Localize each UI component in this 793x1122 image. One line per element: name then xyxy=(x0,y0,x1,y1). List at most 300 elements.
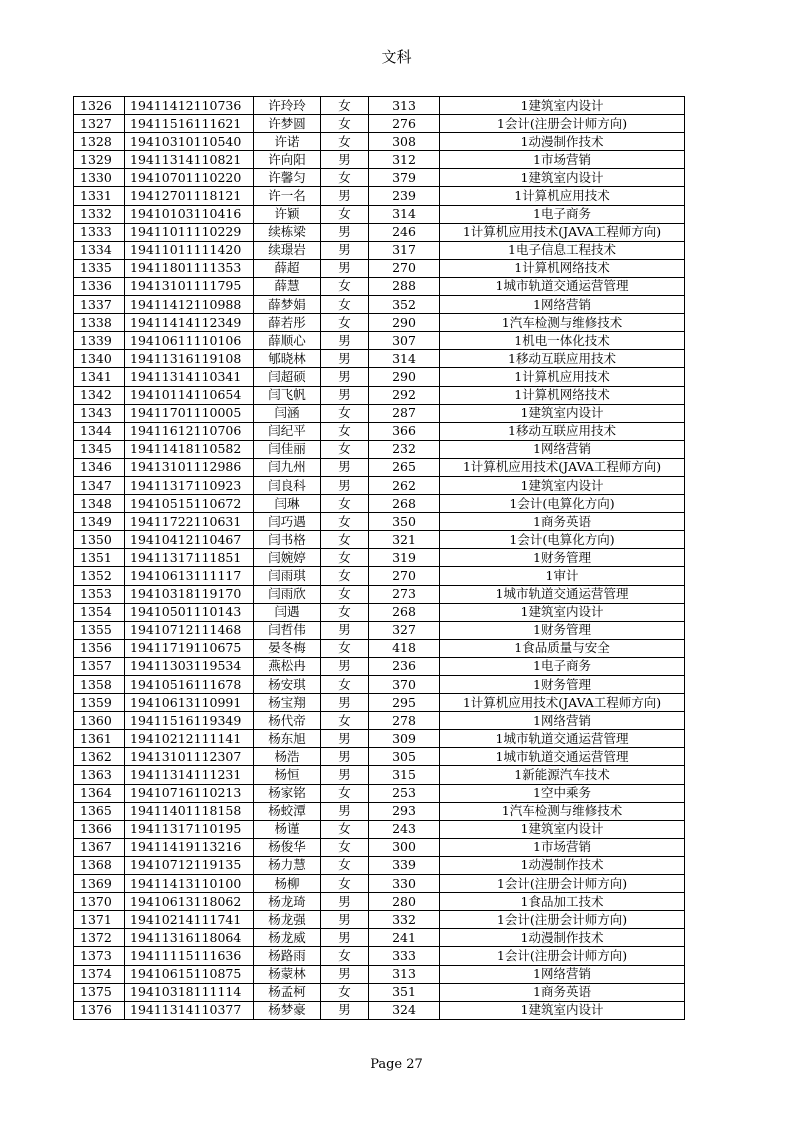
major-cell: 1动漫制作技术 xyxy=(440,856,685,874)
gender-cell: 男 xyxy=(321,476,369,494)
student-name-cell: 闫婉婷 xyxy=(254,549,321,567)
student-name-cell: 续璟岩 xyxy=(254,241,321,259)
row-number-cell: 1363 xyxy=(74,766,125,784)
exam-id-cell: 19411801111353 xyxy=(125,259,254,277)
row-number-cell: 1339 xyxy=(74,332,125,350)
score-cell: 246 xyxy=(369,223,440,241)
student-name-cell: 许颖 xyxy=(254,205,321,223)
student-name-cell: 杨柳 xyxy=(254,875,321,893)
score-cell: 379 xyxy=(369,169,440,187)
row-number-cell: 1336 xyxy=(74,277,125,295)
student-name-cell: 杨龙威 xyxy=(254,929,321,947)
major-cell: 1计算机应用技术(JAVA工程师方向) xyxy=(440,223,685,241)
score-cell: 253 xyxy=(369,784,440,802)
score-cell: 319 xyxy=(369,549,440,567)
row-number-cell: 1364 xyxy=(74,784,125,802)
score-cell: 241 xyxy=(369,929,440,947)
gender-cell: 男 xyxy=(321,151,369,169)
major-cell: 1建筑室内设计 xyxy=(440,820,685,838)
score-cell: 232 xyxy=(369,440,440,458)
major-cell: 1商务英语 xyxy=(440,513,685,531)
exam-id-cell: 19410701110220 xyxy=(125,169,254,187)
row-number-cell: 1375 xyxy=(74,983,125,1001)
major-cell: 1会计(电算化方向) xyxy=(440,495,685,513)
table-row xyxy=(74,277,685,295)
table-row xyxy=(74,241,685,259)
exam-id-cell: 19410615110875 xyxy=(125,965,254,983)
score-cell: 352 xyxy=(369,296,440,314)
table-row xyxy=(74,458,685,476)
score-cell: 314 xyxy=(369,205,440,223)
score-cell: 292 xyxy=(369,386,440,404)
table-row xyxy=(74,1001,685,1019)
score-cell: 305 xyxy=(369,748,440,766)
exam-id-cell: 19410516111678 xyxy=(125,676,254,694)
score-cell: 324 xyxy=(369,1001,440,1019)
major-cell: 1计算机应用技术(JAVA工程师方向) xyxy=(440,458,685,476)
table-row xyxy=(74,187,685,205)
table-row xyxy=(74,965,685,983)
student-name-cell: 闫涵 xyxy=(254,404,321,422)
exam-id-cell: 19410412110467 xyxy=(125,531,254,549)
student-name-cell: 杨力慧 xyxy=(254,856,321,874)
table-row xyxy=(74,639,685,657)
exam-id-cell: 19411719110675 xyxy=(125,639,254,657)
row-number-cell: 1361 xyxy=(74,730,125,748)
score-cell: 370 xyxy=(369,676,440,694)
exam-id-cell: 19412701118121 xyxy=(125,187,254,205)
gender-cell: 女 xyxy=(321,585,369,603)
score-cell: 268 xyxy=(369,495,440,513)
exam-id-cell: 19411316118064 xyxy=(125,929,254,947)
student-name-cell: 许梦圆 xyxy=(254,115,321,133)
gender-cell: 女 xyxy=(321,838,369,856)
score-cell: 307 xyxy=(369,332,440,350)
student-name-cell: 许一名 xyxy=(254,187,321,205)
table-row xyxy=(74,694,685,712)
student-name-cell: 杨龙强 xyxy=(254,911,321,929)
row-number-cell: 1372 xyxy=(74,929,125,947)
table-row xyxy=(74,983,685,1001)
table-row xyxy=(74,766,685,784)
table-row xyxy=(74,332,685,350)
gender-cell: 男 xyxy=(321,1001,369,1019)
gender-cell: 男 xyxy=(321,621,369,639)
table-row xyxy=(74,440,685,458)
gender-cell: 女 xyxy=(321,495,369,513)
exam-id-cell: 19410613110991 xyxy=(125,694,254,712)
major-cell: 1城市轨道交通运营管理 xyxy=(440,277,685,295)
row-number-cell: 1356 xyxy=(74,639,125,657)
exam-id-cell: 19410712111468 xyxy=(125,621,254,639)
score-cell: 327 xyxy=(369,621,440,639)
gender-cell: 女 xyxy=(321,820,369,838)
student-name-cell: 杨宝翔 xyxy=(254,694,321,712)
score-cell: 317 xyxy=(369,241,440,259)
row-number-cell: 1346 xyxy=(74,458,125,476)
exam-id-cell: 19410103110416 xyxy=(125,205,254,223)
row-number-cell: 1352 xyxy=(74,567,125,585)
major-cell: 1计算机网络技术 xyxy=(440,259,685,277)
row-number-cell: 1326 xyxy=(74,97,125,115)
student-name-cell: 杨恒 xyxy=(254,766,321,784)
student-name-cell: 闫九州 xyxy=(254,458,321,476)
gender-cell: 女 xyxy=(321,513,369,531)
row-number-cell: 1329 xyxy=(74,151,125,169)
table-row xyxy=(74,314,685,332)
exam-id-cell: 19411011111420 xyxy=(125,241,254,259)
major-cell: 1审计 xyxy=(440,567,685,585)
row-number-cell: 1353 xyxy=(74,585,125,603)
table-row xyxy=(74,549,685,567)
exam-id-cell: 19411303119534 xyxy=(125,657,254,675)
gender-cell: 女 xyxy=(321,115,369,133)
major-cell: 1市场营销 xyxy=(440,151,685,169)
score-cell: 268 xyxy=(369,603,440,621)
table-row xyxy=(74,97,685,115)
table-row xyxy=(74,404,685,422)
gender-cell: 男 xyxy=(321,223,369,241)
major-cell: 1汽车检测与维修技术 xyxy=(440,802,685,820)
score-cell: 332 xyxy=(369,911,440,929)
student-name-cell: 晏冬梅 xyxy=(254,639,321,657)
major-cell: 1建筑室内设计 xyxy=(440,404,685,422)
exam-id-cell: 19413101112307 xyxy=(125,748,254,766)
student-name-cell: 杨蒙林 xyxy=(254,965,321,983)
table-row xyxy=(74,676,685,694)
gender-cell: 男 xyxy=(321,911,369,929)
row-number-cell: 1338 xyxy=(74,314,125,332)
student-name-cell: 许向阳 xyxy=(254,151,321,169)
table-row xyxy=(74,838,685,856)
table-row xyxy=(74,296,685,314)
score-cell: 333 xyxy=(369,947,440,965)
gender-cell: 女 xyxy=(321,947,369,965)
student-name-cell: 杨谨 xyxy=(254,820,321,838)
score-cell: 290 xyxy=(369,314,440,332)
row-number-cell: 1359 xyxy=(74,694,125,712)
gender-cell: 女 xyxy=(321,169,369,187)
gender-cell: 女 xyxy=(321,603,369,621)
gender-cell: 男 xyxy=(321,694,369,712)
major-cell: 1计算机网络技术 xyxy=(440,386,685,404)
student-name-cell: 闫雨欣 xyxy=(254,585,321,603)
row-number-cell: 1351 xyxy=(74,549,125,567)
table-row xyxy=(74,929,685,947)
score-cell: 288 xyxy=(369,277,440,295)
score-cell: 295 xyxy=(369,694,440,712)
major-cell: 1财务管理 xyxy=(440,621,685,639)
gender-cell: 女 xyxy=(321,404,369,422)
student-name-cell: 郇晓林 xyxy=(254,350,321,368)
student-name-cell: 薛顺心 xyxy=(254,332,321,350)
admission-table xyxy=(73,96,685,1020)
student-name-cell: 闫哲伟 xyxy=(254,621,321,639)
gender-cell: 男 xyxy=(321,802,369,820)
gender-cell: 女 xyxy=(321,875,369,893)
score-cell: 312 xyxy=(369,151,440,169)
gender-cell: 男 xyxy=(321,748,369,766)
major-cell: 1网络营销 xyxy=(440,712,685,730)
score-cell: 330 xyxy=(369,875,440,893)
table-row xyxy=(74,476,685,494)
row-number-cell: 1366 xyxy=(74,820,125,838)
exam-id-cell: 19410114110654 xyxy=(125,386,254,404)
score-cell: 350 xyxy=(369,513,440,531)
table-row xyxy=(74,621,685,639)
row-number-cell: 1337 xyxy=(74,296,125,314)
gender-cell: 女 xyxy=(321,531,369,549)
table-row xyxy=(74,875,685,893)
row-number-cell: 1347 xyxy=(74,476,125,494)
exam-id-cell: 19410613118062 xyxy=(125,893,254,911)
student-name-cell: 闫巧遇 xyxy=(254,513,321,531)
row-number-cell: 1331 xyxy=(74,187,125,205)
major-cell: 1网络营销 xyxy=(440,965,685,983)
exam-id-cell: 19413101112986 xyxy=(125,458,254,476)
exam-id-cell: 19411418110582 xyxy=(125,440,254,458)
table-row xyxy=(74,585,685,603)
exam-id-cell: 19411115111636 xyxy=(125,947,254,965)
score-cell: 315 xyxy=(369,766,440,784)
major-cell: 1移动互联应用技术 xyxy=(440,422,685,440)
table-row xyxy=(74,133,685,151)
table-row xyxy=(74,386,685,404)
gender-cell: 男 xyxy=(321,657,369,675)
row-number-cell: 1344 xyxy=(74,422,125,440)
score-cell: 236 xyxy=(369,657,440,675)
major-cell: 1新能源汽车技术 xyxy=(440,766,685,784)
major-cell: 1空中乘务 xyxy=(440,784,685,802)
gender-cell: 女 xyxy=(321,314,369,332)
major-cell: 1会计(注册会计师方向) xyxy=(440,911,685,929)
score-cell: 313 xyxy=(369,97,440,115)
score-cell: 321 xyxy=(369,531,440,549)
gender-cell: 男 xyxy=(321,965,369,983)
student-name-cell: 闫超硕 xyxy=(254,368,321,386)
row-number-cell: 1328 xyxy=(74,133,125,151)
major-cell: 1建筑室内设计 xyxy=(440,476,685,494)
row-number-cell: 1341 xyxy=(74,368,125,386)
row-number-cell: 1354 xyxy=(74,603,125,621)
table-row xyxy=(74,947,685,965)
score-cell: 418 xyxy=(369,639,440,657)
major-cell: 1电子商务 xyxy=(440,657,685,675)
row-number-cell: 1348 xyxy=(74,495,125,513)
student-name-cell: 杨龙琦 xyxy=(254,893,321,911)
student-name-cell: 闫书格 xyxy=(254,531,321,549)
student-name-cell: 薛超 xyxy=(254,259,321,277)
exam-id-cell: 19411419113216 xyxy=(125,838,254,856)
major-cell: 1会计(注册会计师方向) xyxy=(440,875,685,893)
student-name-cell: 许诺 xyxy=(254,133,321,151)
gender-cell: 女 xyxy=(321,422,369,440)
exam-id-cell: 19411722110631 xyxy=(125,513,254,531)
gender-cell: 女 xyxy=(321,784,369,802)
gender-cell: 男 xyxy=(321,893,369,911)
major-cell: 1会计(电算化方向) xyxy=(440,531,685,549)
gender-cell: 男 xyxy=(321,386,369,404)
exam-id-cell: 19410214111741 xyxy=(125,911,254,929)
student-name-cell: 杨家铭 xyxy=(254,784,321,802)
student-name-cell: 杨代帝 xyxy=(254,712,321,730)
major-cell: 1会计(注册会计师方向) xyxy=(440,115,685,133)
major-cell: 1城市轨道交通运营管理 xyxy=(440,730,685,748)
major-cell: 1建筑室内设计 xyxy=(440,1001,685,1019)
score-cell: 278 xyxy=(369,712,440,730)
table-row xyxy=(74,567,685,585)
row-number-cell: 1332 xyxy=(74,205,125,223)
table-row xyxy=(74,748,685,766)
table-row xyxy=(74,205,685,223)
exam-id-cell: 19410318111114 xyxy=(125,983,254,1001)
table-row xyxy=(74,223,685,241)
table-row xyxy=(74,730,685,748)
exam-id-cell: 19411414112349 xyxy=(125,314,254,332)
row-number-cell: 1371 xyxy=(74,911,125,929)
exam-id-cell: 19410613111117 xyxy=(125,567,254,585)
gender-cell: 男 xyxy=(321,241,369,259)
student-name-cell: 许馨匀 xyxy=(254,169,321,187)
exam-id-cell: 19411317110923 xyxy=(125,476,254,494)
exam-id-cell: 19410212111141 xyxy=(125,730,254,748)
major-cell: 1财务管理 xyxy=(440,549,685,567)
major-cell: 1动漫制作技术 xyxy=(440,929,685,947)
student-name-cell: 燕松冉 xyxy=(254,657,321,675)
table-row xyxy=(74,893,685,911)
row-number-cell: 1367 xyxy=(74,838,125,856)
table-row xyxy=(74,259,685,277)
row-number-cell: 1349 xyxy=(74,513,125,531)
exam-id-cell: 19411516119349 xyxy=(125,712,254,730)
exam-id-cell: 19410318119170 xyxy=(125,585,254,603)
table-row xyxy=(74,784,685,802)
student-name-cell: 薛梦娟 xyxy=(254,296,321,314)
page-title: 文科 xyxy=(381,48,412,66)
gender-cell: 女 xyxy=(321,567,369,585)
table-row xyxy=(74,911,685,929)
table-row xyxy=(74,856,685,874)
exam-id-cell: 19411317111851 xyxy=(125,549,254,567)
student-name-cell: 杨浩 xyxy=(254,748,321,766)
student-name-cell: 闫雨琪 xyxy=(254,567,321,585)
major-cell: 1计算机应用技术 xyxy=(440,187,685,205)
major-cell: 1市场营销 xyxy=(440,838,685,856)
exam-id-cell: 19411401118158 xyxy=(125,802,254,820)
student-name-cell: 闫纪平 xyxy=(254,422,321,440)
exam-id-cell: 19410515110672 xyxy=(125,495,254,513)
page-footer: Page 27 xyxy=(370,1057,423,1072)
major-cell: 1食品质量与安全 xyxy=(440,639,685,657)
table-row xyxy=(74,603,685,621)
row-number-cell: 1365 xyxy=(74,802,125,820)
table-row xyxy=(74,350,685,368)
score-cell: 280 xyxy=(369,893,440,911)
table-row xyxy=(74,422,685,440)
student-name-cell: 薛若彤 xyxy=(254,314,321,332)
gender-cell: 男 xyxy=(321,332,369,350)
row-number-cell: 1350 xyxy=(74,531,125,549)
exam-id-cell: 19410611110106 xyxy=(125,332,254,350)
student-name-cell: 闫良科 xyxy=(254,476,321,494)
gender-cell: 男 xyxy=(321,929,369,947)
exam-id-cell: 19410712119135 xyxy=(125,856,254,874)
major-cell: 1汽车检测与维修技术 xyxy=(440,314,685,332)
score-cell: 309 xyxy=(369,730,440,748)
gender-cell: 男 xyxy=(321,187,369,205)
exam-id-cell: 19411413110100 xyxy=(125,875,254,893)
gender-cell: 女 xyxy=(321,983,369,1001)
major-cell: 1电子商务 xyxy=(440,205,685,223)
table-row xyxy=(74,495,685,513)
exam-id-cell: 19410310110540 xyxy=(125,133,254,151)
row-number-cell: 1340 xyxy=(74,350,125,368)
major-cell: 1电子信息工程技术 xyxy=(440,241,685,259)
table-row xyxy=(74,531,685,549)
gender-cell: 女 xyxy=(321,97,369,115)
gender-cell: 女 xyxy=(321,296,369,314)
row-number-cell: 1357 xyxy=(74,657,125,675)
row-number-cell: 1327 xyxy=(74,115,125,133)
row-number-cell: 1370 xyxy=(74,893,125,911)
row-number-cell: 1330 xyxy=(74,169,125,187)
score-cell: 270 xyxy=(369,259,440,277)
major-cell: 1建筑室内设计 xyxy=(440,603,685,621)
gender-cell: 女 xyxy=(321,856,369,874)
gender-cell: 女 xyxy=(321,639,369,657)
gender-cell: 女 xyxy=(321,676,369,694)
score-cell: 270 xyxy=(369,567,440,585)
exam-id-cell: 19413101111795 xyxy=(125,277,254,295)
major-cell: 1会计(注册会计师方向) xyxy=(440,947,685,965)
exam-id-cell: 19411314110341 xyxy=(125,368,254,386)
student-name-cell: 杨安琪 xyxy=(254,676,321,694)
table-row xyxy=(74,115,685,133)
gender-cell: 女 xyxy=(321,712,369,730)
major-cell: 1计算机应用技术 xyxy=(440,368,685,386)
student-name-cell: 闫遇 xyxy=(254,603,321,621)
score-cell: 273 xyxy=(369,585,440,603)
student-name-cell: 杨蛟潭 xyxy=(254,802,321,820)
row-number-cell: 1376 xyxy=(74,1001,125,1019)
student-name-cell: 杨孟柯 xyxy=(254,983,321,1001)
exam-id-cell: 19411612110706 xyxy=(125,422,254,440)
gender-cell: 女 xyxy=(321,549,369,567)
student-name-cell: 续栋梁 xyxy=(254,223,321,241)
major-cell: 1建筑室内设计 xyxy=(440,169,685,187)
score-cell: 290 xyxy=(369,368,440,386)
table-body xyxy=(74,97,685,1020)
row-number-cell: 1374 xyxy=(74,965,125,983)
student-name-cell: 薛慧 xyxy=(254,277,321,295)
score-cell: 262 xyxy=(369,476,440,494)
table-row xyxy=(74,802,685,820)
score-cell: 351 xyxy=(369,983,440,1001)
table-row xyxy=(74,657,685,675)
row-number-cell: 1345 xyxy=(74,440,125,458)
row-number-cell: 1369 xyxy=(74,875,125,893)
score-cell: 308 xyxy=(369,133,440,151)
major-cell: 1网络营销 xyxy=(440,296,685,314)
student-name-cell: 闫琳 xyxy=(254,495,321,513)
student-name-cell: 许玲玲 xyxy=(254,97,321,115)
row-number-cell: 1334 xyxy=(74,241,125,259)
gender-cell: 女 xyxy=(321,205,369,223)
exam-id-cell: 19411412110736 xyxy=(125,97,254,115)
row-number-cell: 1355 xyxy=(74,621,125,639)
student-name-cell: 杨梦豪 xyxy=(254,1001,321,1019)
major-cell: 1动漫制作技术 xyxy=(440,133,685,151)
